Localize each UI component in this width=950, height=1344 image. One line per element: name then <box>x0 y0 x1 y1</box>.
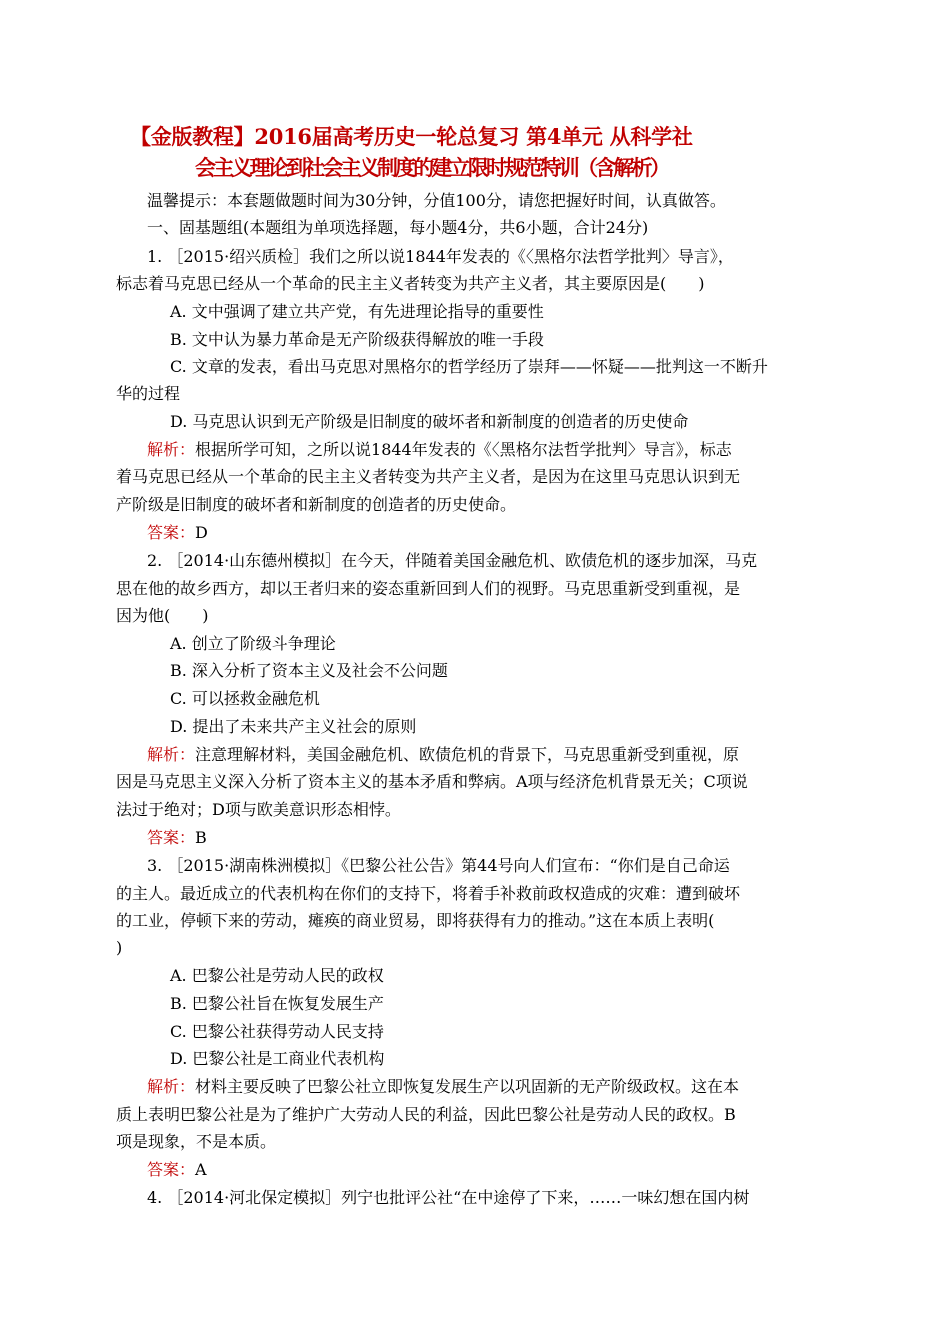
q1-option-c-line-1: C. 文章的发表，看出马克思对黑格尔的哲学经历了崇拜——怀疑——批判这一不断升 <box>170 357 768 376</box>
q1-stem-line-1: 1. ［2015·绍兴质检］我们之所以说1844年发表的《〈黑格尔法哲学批判〉导言》， <box>147 247 734 266</box>
analysis-text: 根据所学可知，之所以说1844年发表的《〈黑格尔法哲学批判〉导言》，标志 <box>195 440 732 459</box>
q1-analysis-line-3: 产阶级是旧制度的破坏者和新制度的创造者的历史使命。 <box>116 495 517 514</box>
q4-stem-line-1: 4. ［2014·河北保定模拟］列宁也批评公社“在中途停了下来，……一味幻想在国内树 <box>147 1188 750 1207</box>
q2-stem-line-1: 2. ［2014·山东德州模拟］在今天，伴随着美国金融危机、欧债危机的逐步加深，马克 <box>147 551 758 570</box>
q1-option-a: A. 文中强调了建立共产党，有先进理论指导的重要性 <box>170 302 544 321</box>
analysis-text: 材料主要反映了巴黎公社立即恢复发展生产以巩固新的无产阶级政权。这在本 <box>195 1077 740 1096</box>
q1-answer <box>147 522 208 544</box>
q2-stem-line-2: 思在他的故乡西方，却以王者归来的姿态重新回到人们的视野。马克思重新受到重视，是 <box>116 579 741 598</box>
q2-analysis-line-1 <box>147 744 739 766</box>
section-heading: 一、固基题组(本题组为单项选择题，每小题4分，共6小题，合计24分) <box>147 218 649 237</box>
q3-option-a: A. 巴黎公社是劳动人民的政权 <box>170 966 384 985</box>
q2-stem-line-3: 因为他( ) <box>116 606 209 625</box>
analysis-label: 解析： <box>147 440 196 459</box>
q3-analysis-line-3: 项是现象，不是本质。 <box>116 1132 277 1151</box>
answer-label: 答案： <box>147 523 196 542</box>
q3-stem-line-4: ) <box>116 938 123 957</box>
q1-analysis-line-1 <box>147 439 732 461</box>
document-title-line-1: 【金版教程】2016届高考历史一轮总复习 第4单元 从科学社 <box>130 124 693 149</box>
q2-option-a: A. 创立了阶级斗争理论 <box>170 634 336 653</box>
analysis-label: 解析： <box>147 745 196 764</box>
q3-analysis-line-2: 质上表明巴黎公社是为了维护广大劳动人民的利益，因此巴黎公社是劳动人民的政权。B <box>116 1105 736 1124</box>
q2-analysis-line-2: 因是马克思主义深入分析了资本主义的基本矛盾和弊病。A项与经济危机背景无关；C项说 <box>116 772 748 791</box>
document-title-line-2: 会主义理论到社会主义制度的建立限时规范特训（含解析） <box>195 155 668 180</box>
analysis-text: 注意理解材料，美国金融危机、欧债危机的背景下，马克思重新受到重视，原 <box>195 745 740 764</box>
q1-option-b: B. 文中认为暴力革命是无产阶级获得解放的唯一手段 <box>170 330 544 349</box>
analysis-label: 解析： <box>147 1077 196 1096</box>
q3-analysis-line-1 <box>147 1076 739 1098</box>
answer-label: 答案： <box>147 828 196 847</box>
q2-option-b: B. 深入分析了资本主义及社会不公问题 <box>170 661 448 680</box>
q2-answer <box>147 827 207 849</box>
q3-option-d: D. 巴黎公社是工商业代表机构 <box>170 1049 385 1068</box>
q3-option-b: B. 巴黎公社旨在恢复发展生产 <box>170 994 384 1013</box>
q1-analysis-line-2: 着马克思已经从一个革命的民主主义者转变为共产主义者，是因为在这里马克思认识到无 <box>116 467 741 486</box>
q1-option-c-line-2: 华的过程 <box>116 384 181 403</box>
answer-value: A <box>195 1160 207 1179</box>
tip-text: 温馨提示：本套题做题时间为30分钟，分值100分，请您把握好时间，认真做答。 <box>147 191 726 210</box>
q1-stem-line-2: 标志着马克思已经从一个革命的民主主义者转变为共产主义者，其主要原因是( ) <box>116 274 705 293</box>
q1-option-d: D. 马克思认识到无产阶级是旧制度的破坏者和新制度的创造者的历史使命 <box>170 412 689 431</box>
q2-option-c: C. 可以拯救金融危机 <box>170 689 320 708</box>
q2-analysis-line-3: 法过于绝对；D项与欧美意识形态相悖。 <box>116 800 401 819</box>
q3-stem-line-3: 的工业，停顿下来的劳动，瘫痪的商业贸易，即将获得有力的推动。”这在本质上表明( <box>116 911 715 930</box>
answer-value: D <box>195 523 208 542</box>
q3-option-c: C. 巴黎公社获得劳动人民支持 <box>170 1022 384 1041</box>
answer-value: B <box>195 828 207 847</box>
q2-option-d: D. 提出了未来共产主义社会的原则 <box>170 717 417 736</box>
q3-stem-line-1: 3. ［2015·湖南株洲模拟］《巴黎公社公告》第44号向人们宣布：“你们是自己命运 <box>147 856 730 875</box>
q3-stem-line-2: 的主人。最近成立的代表机构在你们的支持下，将着手补救前政权造成的灾难：遭到破坏 <box>116 884 741 903</box>
q3-answer <box>147 1159 207 1181</box>
answer-label: 答案： <box>147 1160 196 1179</box>
